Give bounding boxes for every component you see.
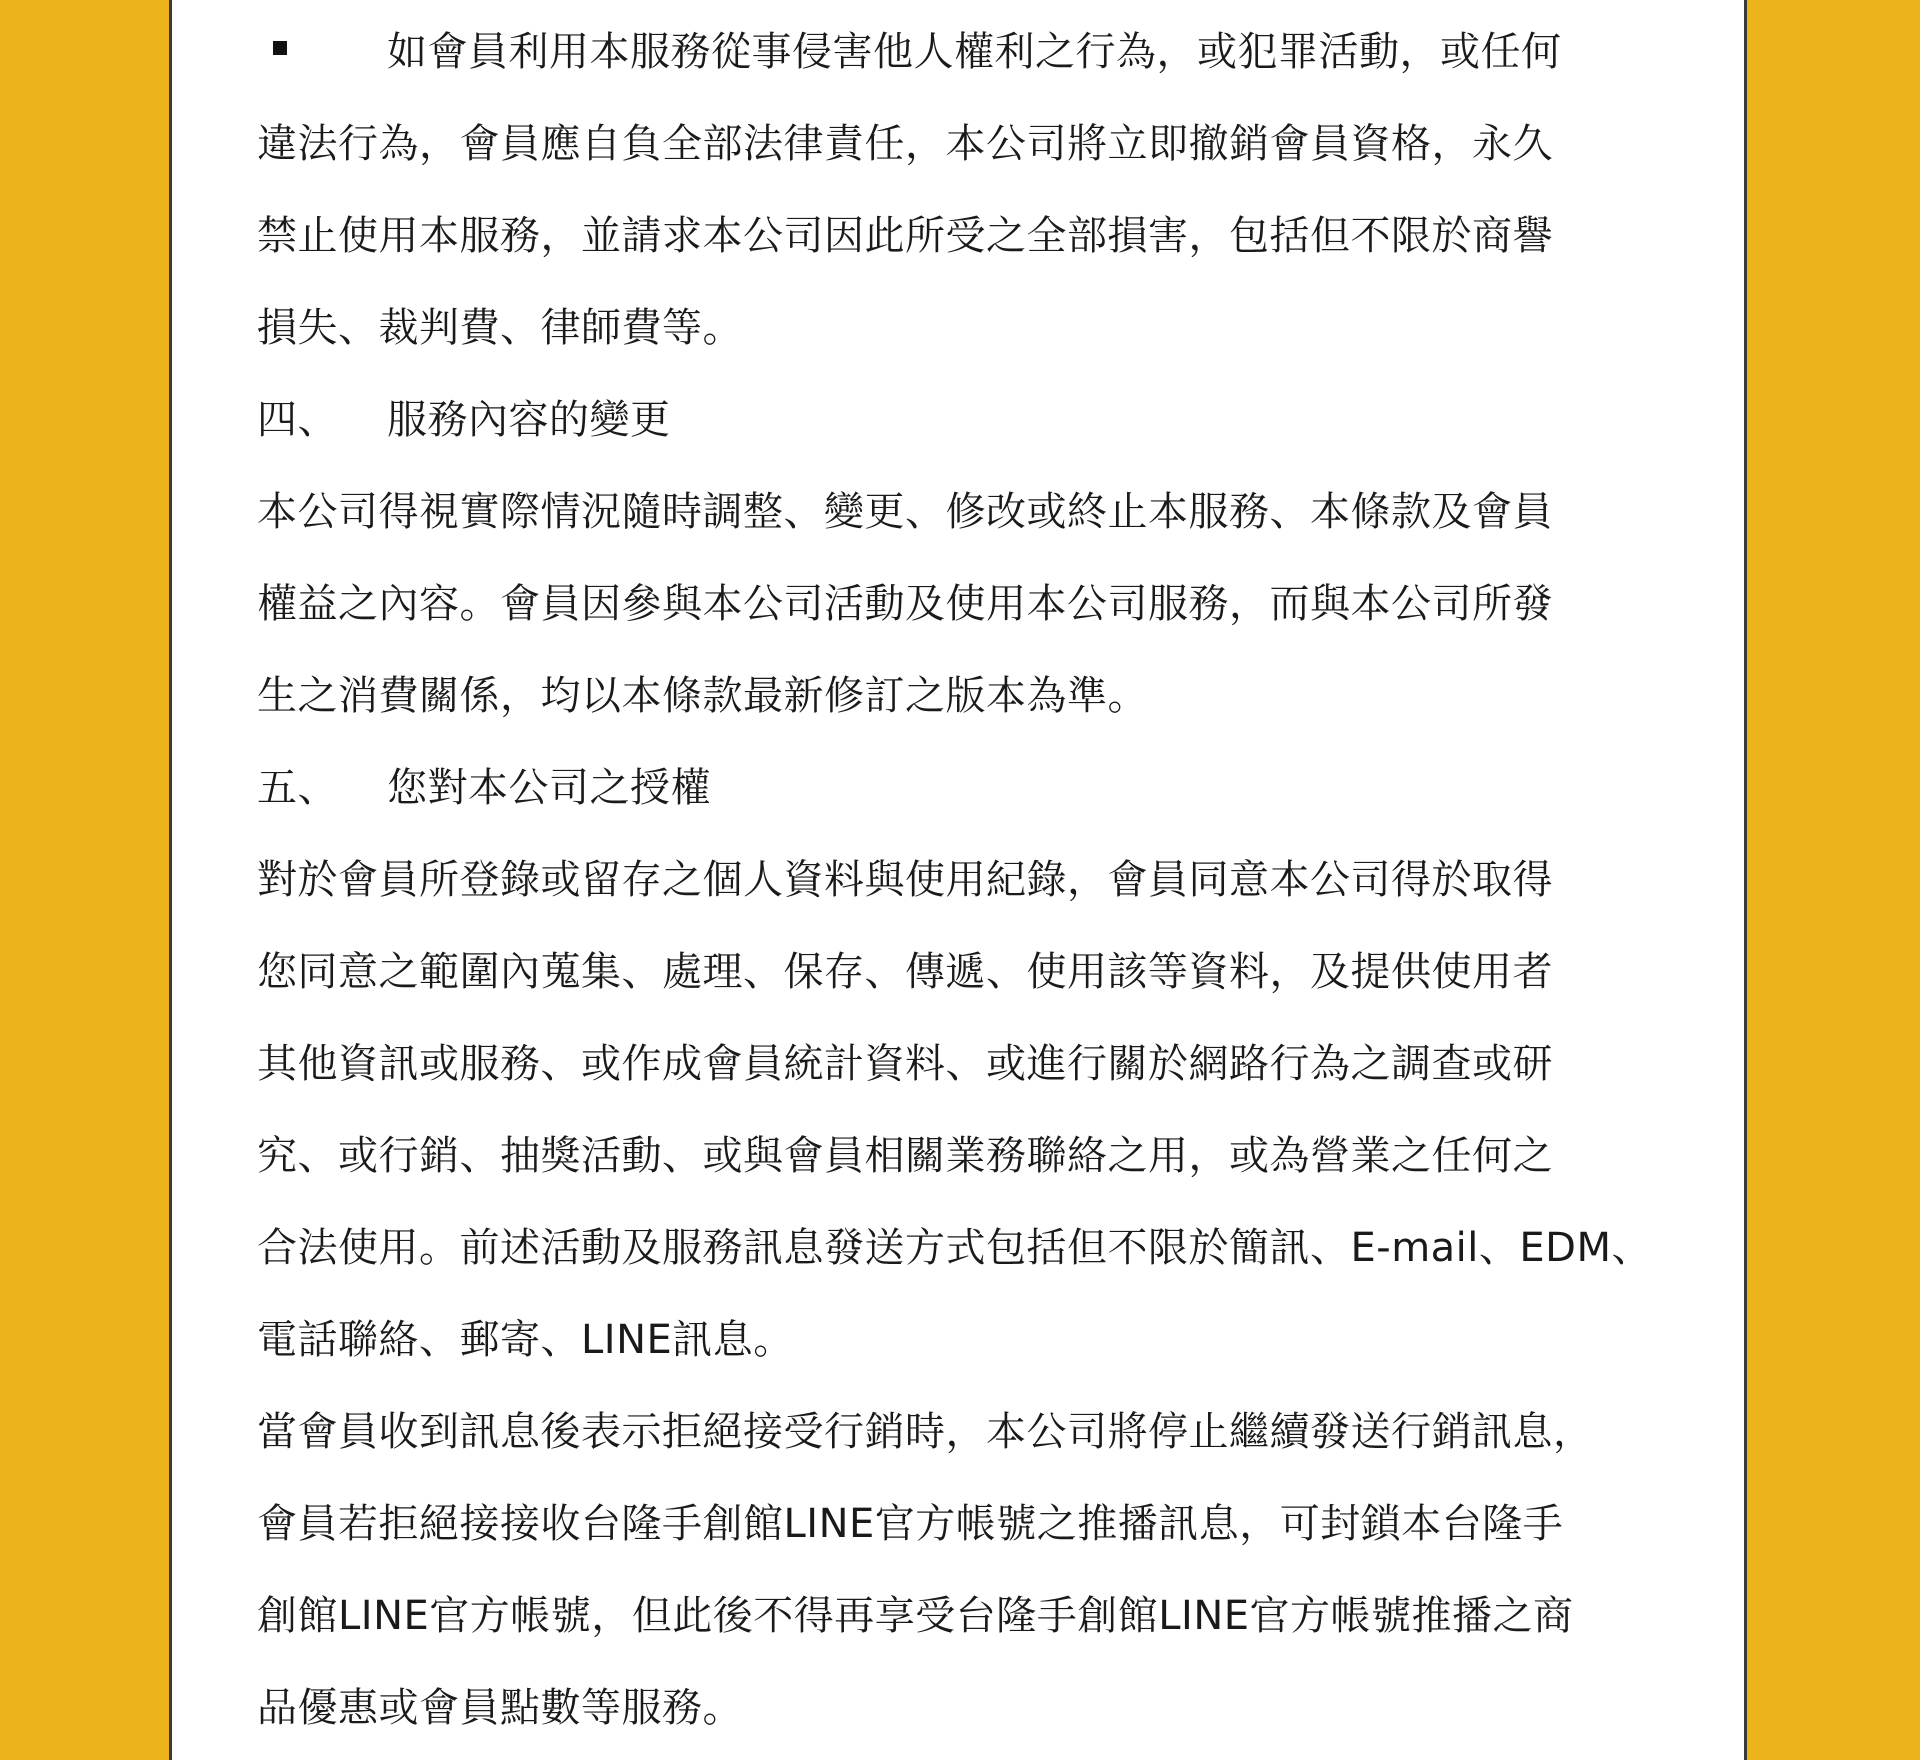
text-line: 當會員收到訊息後表示拒絕接受行銷時，本公司將停止繼續發送行銷訊息， xyxy=(257,1409,1594,1455)
section-number: 四、 xyxy=(257,397,338,443)
text-line: 其他資訊或服務、或作成會員統計資料、或進行關於網路行為之調查或研 xyxy=(257,1041,1553,1087)
text-line: 會員若拒絕接接收台隆手創館LINE官方帳號之推播訊息，可封鎖本台隆手 xyxy=(257,1501,1564,1547)
text-line: 權益之內容。會員因參與本公司活動及使用本公司服務，而與本公司所發 xyxy=(257,581,1553,627)
bullet-line xyxy=(257,0,1707,92)
text-line: 本公司得視實際情況隨時調整、變更、修改或終止本服務、本條款及會員 xyxy=(257,489,1553,535)
square-bullet-icon xyxy=(273,41,287,55)
text-line: 如會員利用本服務從事侵害他人權利之行為，或犯罪活動，或任何 xyxy=(387,29,1562,75)
section-title: 您對本公司之授權 xyxy=(387,765,711,811)
text-line: 創館LINE官方帳號，但此後不得再享受台隆手創館LINE官方帳號推播之商 xyxy=(257,1593,1574,1639)
section-heading-4 xyxy=(257,368,1707,460)
text-line: 究、或行銷、抽獎活動、或與會員相關業務聯絡之用，或為營業之任何之 xyxy=(257,1133,1553,1179)
section-number: 五、 xyxy=(257,765,338,811)
section-title: 服務內容的變更 xyxy=(387,397,671,443)
text-line: 合法使用。前述活動及服務訊息發送方式包括但不限於簡訊、E-mail、EDM、 xyxy=(257,1225,1652,1271)
text-line: 禁止使用本服務，並請求本公司因此所受之全部損害，包括但不限於商譽 xyxy=(257,213,1553,259)
text-line: 您同意之範圍內蒐集、處理、保存、傳遞、使用該等資料，及提供使用者 xyxy=(257,949,1553,995)
text-line: 生之消費關係，均以本條款最新修訂之版本為準。 xyxy=(257,673,1148,719)
text-line: 違法行為，會員應自負全部法律責任，本公司將立即撤銷會員資格，永久 xyxy=(257,121,1553,167)
text-line: 品優惠或會員點數等服務。 xyxy=(257,1685,743,1731)
terms-content xyxy=(257,0,1707,1748)
text-line: 損失、裁判費、律師費等。 xyxy=(257,305,743,351)
text-line: 電話聯絡、郵寄、LINE訊息。 xyxy=(257,1317,794,1363)
section-heading-5 xyxy=(257,736,1707,828)
text-line: 對於會員所登錄或留存之個人資料與使用紀錄，會員同意本公司得於取得 xyxy=(257,857,1553,903)
